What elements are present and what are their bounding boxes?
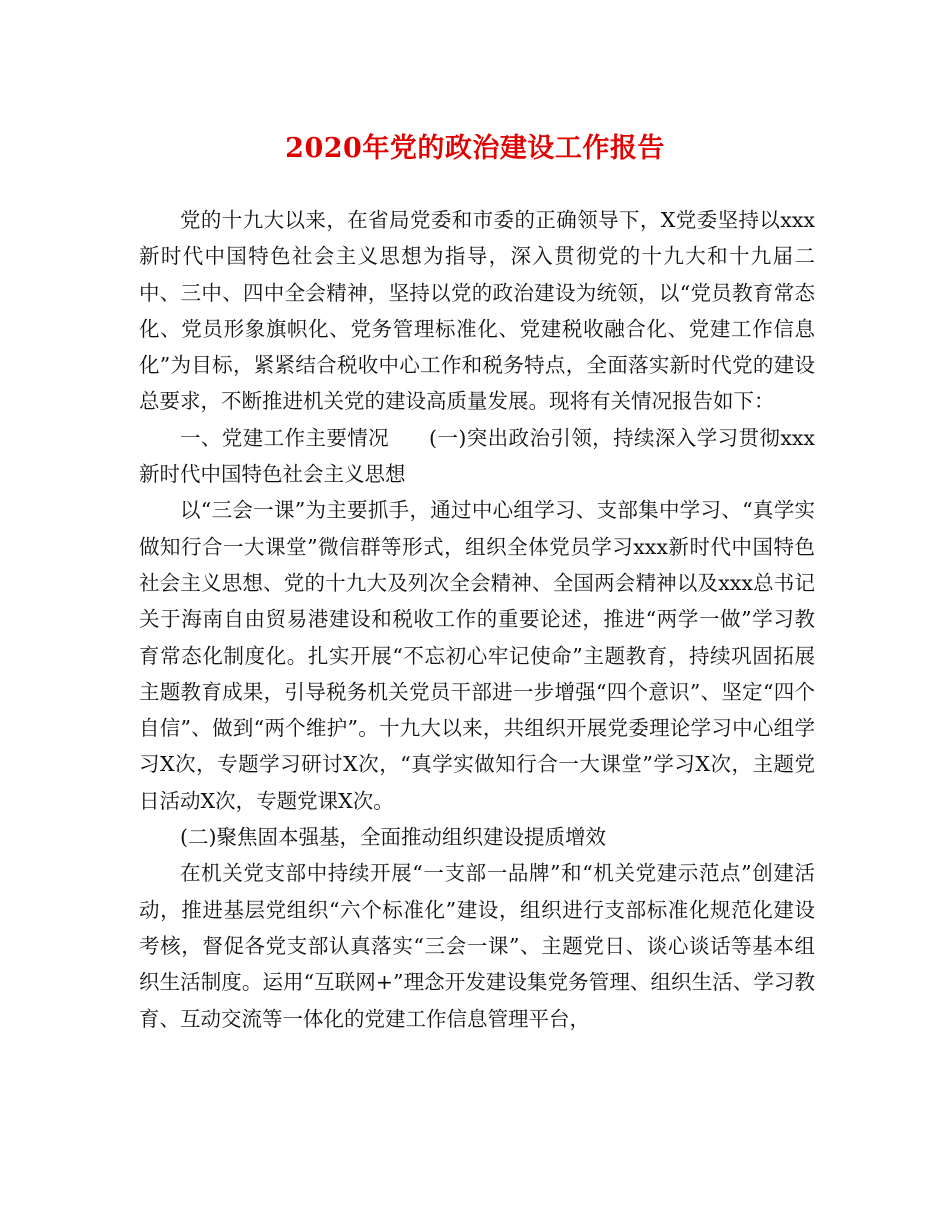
document-body <box>139 202 815 1037</box>
intro-paragraph: 党的十九大以来，在省局党委和市委的正确领导下，X党委坚持以xxx新时代中国特色社会主义思想为指导，深入贯彻党的十九大和十九届二中、三中、四中全会精神，坚持以党的政治建设为统领，以“党员教育常态化、党员形象旗帜化、党务管理标准化、党建税收融合化、党建工作信息化”为目标，紧紧结合税收中心工作和税务特点，全面落实新时代党的建设总要求，不断推进机关党的建设高质量发展。现将有关情况报告如下： <box>139 208 815 414</box>
body-paragraph-3: 在机关党支部中持续开展“一支部一品牌”和“机关党建示范点”创建活动，推进基层党组织“六个标准化”建设，组织进行支部标准化规范化建设考核，督促各党支部认真落实“三会一课”、主题党日、谈心谈话等基本组织生活制度。运用“互联网+”理念开发建设集党务管理、组织生活、学习教育、互动交流等一体化的党建工作信息管理平台， <box>139 861 815 1031</box>
subsection-heading-1: (一)突出政治引领，持续深入学习贯彻xxx新时代中国特色社会主义思想 <box>139 425 815 487</box>
subsection-heading-2: (二)聚焦固本强基，全面推动组织建设提质增效 <box>180 825 606 850</box>
document-title: 2020年党的政治建设工作报告 <box>285 133 665 164</box>
section-heading-1: 一、党建工作主要情况 <box>180 425 390 450</box>
body-paragraph-2: 以“三会一课”为主要抓手，通过中心组学习、支部集中学习、“真学实做知行合一大课堂”微信群等形式，组织全体党员学习xxx新时代中国特色社会主义思想、党的十九大及列次全会精神、全国两会精神以及xxx总书记关于海南自由贸易港建设和税收工作的重要论述，推进“两学一做”学习教育常态化制度化。扎实开展“不忘初心牢记使命”主题教育，持续巩固拓展主题教育成果，引导税务机关党员干部进一步增强“四个意识”、坚定“四个自信”、做到“两个维护”。十九大以来，共组织开展党委理论学习中心组学习X次，专题学习研讨X次，“真学实做知行合一大课堂”学习X次，主题党日活动X次，专题党课X次。 <box>139 498 815 813</box>
section-heading-line <box>139 420 815 493</box>
